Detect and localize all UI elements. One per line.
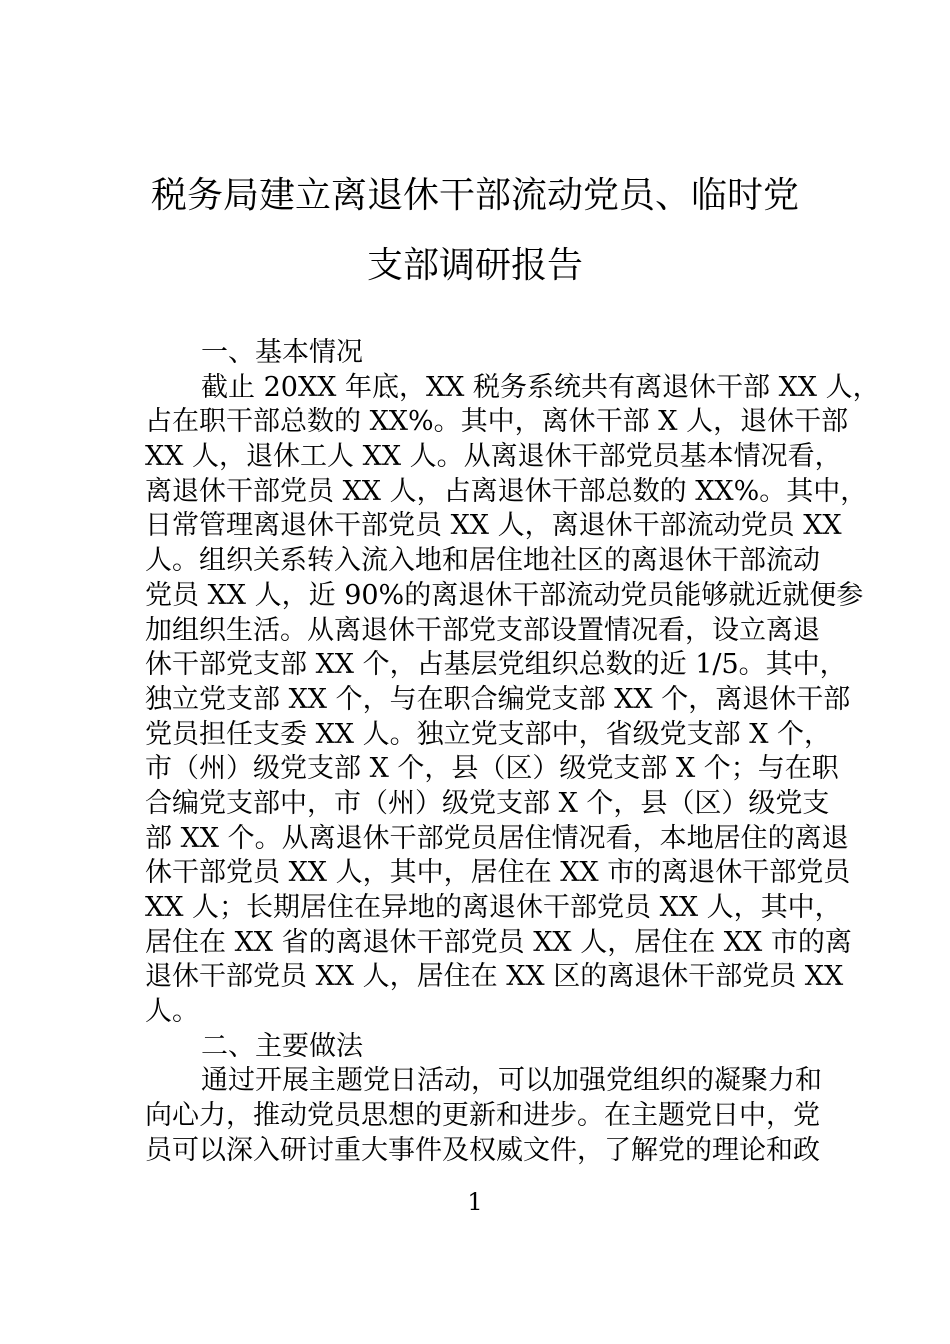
- text-line: 休干部党支部 XX 个，占基层党组织总数的近 1/5。其中，: [145, 649, 847, 681]
- text-line: 退休干部党员 XX 人，居住在 XX 区的离退休干部党员 XX: [145, 961, 844, 993]
- text-line: 居住在 XX 省的离退休干部党员 XX 人，居住在 XX 市的离: [145, 926, 852, 958]
- text-line: 部 XX 个。从离退休干部党员居住情况看，本地居住的离退: [145, 822, 849, 854]
- text-line: 日常管理离退休干部党员 XX 人，离退休干部流动党员 XX: [145, 510, 842, 542]
- text-line: 市（州）级党支部 X 个，县（区）级党支部 X 个；与在职: [145, 753, 839, 785]
- document-title-line-1: 税务局建立离退休干部流动党员、临时党: [150, 175, 799, 216]
- text-line: 通过开展主题党日活动，可以加强党组织的凝聚力和: [201, 1065, 822, 1097]
- text-line: 合编党支部中，市（州）级党支部 X 个，县（区）级党支: [145, 787, 830, 819]
- text-line: 人。: [145, 996, 199, 1028]
- document-title-line-2: 支部调研报告: [366, 245, 583, 286]
- text-line: 加组织生活。从离退休干部党支部设置情况看，设立离退: [145, 614, 820, 646]
- text-line: 人。组织关系转入流入地和居住地社区的离退休干部流动: [145, 545, 820, 577]
- text-line: 休干部党员 XX 人，其中，居住在 XX 市的离退休干部党员: [145, 857, 851, 889]
- text-line: XX 人，退休工人 XX 人。从离退休干部党员基本情况看，: [145, 441, 842, 473]
- text-line: 离退休干部党员 XX 人，占离退休干部总数的 XX%。其中，: [145, 475, 868, 507]
- page-number: 1: [467, 1188, 483, 1216]
- text-line: 向心力，推动党员思想的更新和进步。在主题党日中，党: [145, 1100, 820, 1132]
- text-line: XX 人；长期居住在异地的离退休干部党员 XX 人，其中，: [145, 892, 842, 923]
- text-line: 截止 20XX 年底，XX 税务系统共有离退休干部 XX 人，: [201, 371, 880, 403]
- text-line: 员可以深入研讨重大事件及权威文件，了解党的理论和政: [145, 1134, 820, 1166]
- text-line: 党员担任支委 XX 人。独立党支部中，省级党支部 X 个，: [145, 718, 831, 750]
- document-body: [145, 336, 880, 1169]
- text-line: 占在职干部总数的 XX%。其中，离休干部 X 人，退休干部: [145, 406, 849, 438]
- section-heading: 二、主要做法: [201, 1030, 363, 1062]
- section-heading: 一、基本情况: [201, 337, 363, 368]
- text-line: 独立党支部 XX 个，与在职合编党支部 XX 个，离退休干部: [145, 683, 851, 715]
- text-line: 党员 XX 人，近 90%的离退休干部流动党员能够就近就便参: [145, 579, 864, 611]
